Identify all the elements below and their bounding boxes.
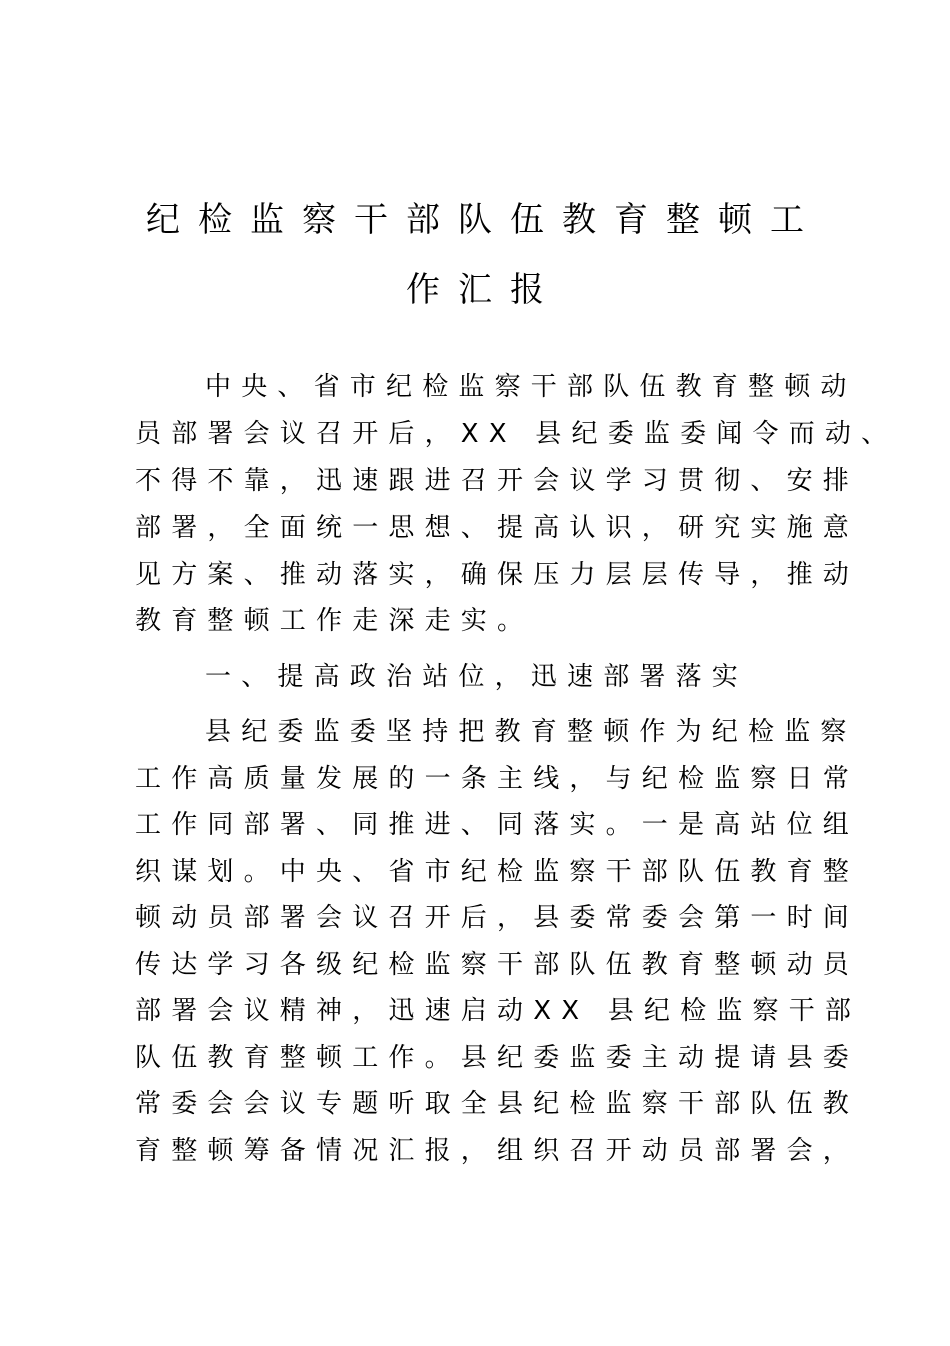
paragraph-1-line-6: 教育整顿工作走深走实。 — [135, 606, 534, 636]
paragraph-1-line-4: 部署，全面统一思想、提高认识，研究实施意 — [135, 513, 860, 543]
paragraph-2-line-2: 工作高质量发展的一条主线，与纪检监察日常 — [135, 764, 860, 794]
paragraph-2-line-1: 县纪委监委坚持把教育整顿作为纪检监察 — [205, 717, 857, 747]
paragraph-2-line-4: 织谋划。中央、省市纪检监察干部队伍教育整 — [135, 857, 860, 887]
paragraph-1-line-2: 员部署会议召开后，XX 县纪委监委闻令而动、 — [135, 419, 898, 449]
paragraph-1-line-1: 中央、省市纪检监察干部队伍教育整顿动 — [205, 372, 857, 402]
paragraph-2-line-8: 队伍教育整顿工作。县纪委监委主动提请县委 — [135, 1043, 860, 1073]
paragraph-2-line-9: 常委会会议专题听取全县纪检监察干部队伍教 — [135, 1089, 860, 1119]
paragraph-2-line-10: 育整顿筹备情况汇报，组织召开动员部署会， — [135, 1136, 860, 1166]
paragraph-1-line-5: 见方案、推动落实，确保压力层层传导，推动 — [135, 560, 860, 590]
paragraph-2-line-6: 传达学习各级纪检监察干部队伍教育整顿动员 — [135, 950, 860, 980]
paragraph-1-line-3: 不得不靠，迅速跟进召开会议学习贯彻、安排 — [135, 466, 860, 496]
document-title-line-1: 纪检监察干部队伍教育整顿工 — [146, 200, 822, 240]
paragraph-2-line-3: 工作同部署、同推进、同落实。一是高站位组 — [135, 810, 860, 840]
section-heading-1: 一、提高政治站位，迅速部署落实 — [205, 662, 749, 692]
paragraph-2-line-5: 顿动员部署会议召开后，县委常委会第一时间 — [135, 903, 860, 933]
document-title-line-2: 作汇报 — [406, 270, 562, 310]
paragraph-2-line-7: 部署会议精神，迅速启动XX 县纪检监察干部 — [135, 996, 862, 1026]
